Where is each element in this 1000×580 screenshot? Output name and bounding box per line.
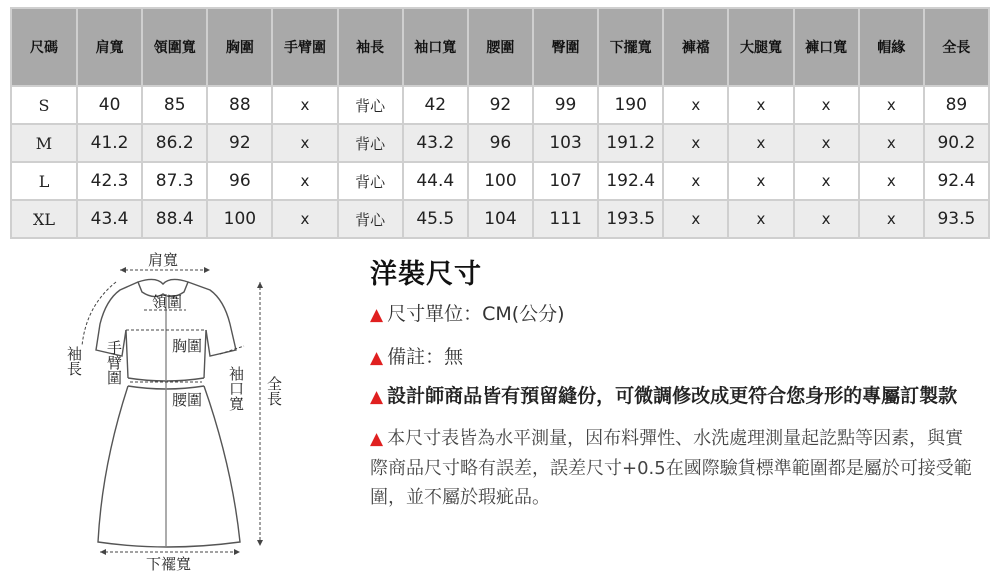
- diagram-label-neck: 領圍: [152, 293, 183, 311]
- table-cell: 92: [208, 125, 271, 161]
- table-cell: x: [729, 125, 792, 161]
- table-cell: 191.2: [599, 125, 662, 161]
- table-cell: x: [273, 125, 336, 161]
- table-cell: 111: [534, 201, 597, 237]
- table-cell: 192.4: [599, 163, 662, 199]
- column-header: 袖長: [339, 9, 402, 85]
- size-table-body: [12, 87, 988, 237]
- size-label: M: [12, 125, 76, 161]
- table-cell: 43.2: [404, 125, 467, 161]
- diagram-label-shoulder: 肩寬: [148, 251, 179, 269]
- table-cell: 背心: [339, 201, 402, 237]
- table-cell: 40: [78, 87, 141, 123]
- table-cell: x: [795, 163, 858, 199]
- diagram-label-waist: 腰圍: [172, 391, 203, 409]
- table-cell: 45.5: [404, 201, 467, 237]
- size-table: [10, 7, 990, 239]
- dress-diagram: [60, 246, 300, 580]
- unit-line: [370, 299, 980, 330]
- table-cell: 104: [469, 201, 532, 237]
- table-cell: x: [795, 87, 858, 123]
- column-header: 大腿寬: [729, 9, 792, 85]
- table-cell: x: [795, 125, 858, 161]
- size-label: XL: [12, 201, 76, 237]
- table-cell: 86.2: [143, 125, 206, 161]
- column-header: 帽緣: [860, 9, 923, 85]
- table-cell: 背心: [339, 163, 402, 199]
- table-cell: 96: [469, 125, 532, 161]
- triangle-icon: ▲: [370, 305, 384, 325]
- table-cell: 42.3: [78, 163, 141, 199]
- table-cell: x: [664, 201, 727, 237]
- table-cell: 43.4: [78, 201, 141, 237]
- designer-note: [370, 381, 980, 412]
- table-cell: 93.5: [925, 201, 988, 237]
- table-cell: 96: [208, 163, 271, 199]
- table-row: [12, 201, 988, 237]
- table-cell: x: [795, 201, 858, 237]
- table-cell: 90.2: [925, 125, 988, 161]
- table-cell: 89: [925, 87, 988, 123]
- table-cell: 88: [208, 87, 271, 123]
- column-header: 肩寬: [78, 9, 141, 85]
- table-cell: x: [860, 87, 923, 123]
- table-cell: 100: [469, 163, 532, 199]
- table-cell: x: [729, 201, 792, 237]
- column-header: 全長: [925, 9, 988, 85]
- size-info-panel: [370, 252, 980, 512]
- table-cell: 193.5: [599, 201, 662, 237]
- diagram-label-chest: 胸圍: [172, 337, 203, 355]
- column-header: 臀圍: [534, 9, 597, 85]
- triangle-icon: ▲: [370, 348, 384, 368]
- table-cell: 42: [404, 87, 467, 123]
- table-cell: 190: [599, 87, 662, 123]
- table-cell: x: [860, 201, 923, 237]
- column-header: 袖口寬: [404, 9, 467, 85]
- column-header: 褲襠: [664, 9, 727, 85]
- unit-text: 尺寸單位：CM(公分): [387, 303, 565, 325]
- tolerance-note: [370, 424, 980, 512]
- table-cell: 85: [143, 87, 206, 123]
- size-label: L: [12, 163, 76, 199]
- table-cell: x: [729, 87, 792, 123]
- diagram-label-arm: 手臂圍: [105, 340, 123, 385]
- tolerance-text: 本尺寸表皆為水平測量，因布料彈性、水洗處理測量起訖點等因素，與實際商品尺寸略有誤差，誤差尺寸+0.5在國際驗貨標準範圍都是屬於可接受範圍，並不屬於瑕疵品。: [370, 428, 972, 508]
- table-cell: 44.4: [404, 163, 467, 199]
- table-cell: 92.4: [925, 163, 988, 199]
- designer-note-text: 設計師商品皆有預留縫份，可微調修改成更符合您身形的專屬訂製款: [387, 385, 958, 407]
- column-header: 腰圍: [469, 9, 532, 85]
- diagram-label-total-length: 全長: [265, 376, 283, 406]
- triangle-icon: ▲: [370, 429, 384, 449]
- table-cell: 99: [534, 87, 597, 123]
- table-cell: x: [664, 87, 727, 123]
- column-header: 下擺寬: [599, 9, 662, 85]
- page-title: 洋裝尺寸: [370, 259, 482, 290]
- table-cell: x: [273, 201, 336, 237]
- table-cell: 92: [469, 87, 532, 123]
- table-row: [12, 125, 988, 161]
- column-header: 尺碼: [12, 9, 76, 85]
- table-cell: x: [664, 163, 727, 199]
- column-header: 胸圍: [208, 9, 271, 85]
- size-label: S: [12, 87, 76, 123]
- table-cell: 103: [534, 125, 597, 161]
- column-header: 領圍寬: [143, 9, 206, 85]
- table-cell: 107: [534, 163, 597, 199]
- table-cell: x: [664, 125, 727, 161]
- table-cell: x: [273, 163, 336, 199]
- note-line: [370, 342, 980, 373]
- diagram-label-hem: 下襬寬: [146, 555, 192, 573]
- table-row: [12, 87, 988, 123]
- table-cell: x: [729, 163, 792, 199]
- diagram-label-sleeve-length: 袖長: [65, 346, 83, 376]
- table-cell: x: [860, 163, 923, 199]
- table-cell: 41.2: [78, 125, 141, 161]
- table-cell: 背心: [339, 87, 402, 123]
- table-cell: 100: [208, 201, 271, 237]
- size-table-header: [12, 9, 988, 85]
- column-header: 褲口寬: [795, 9, 858, 85]
- table-cell: x: [860, 125, 923, 161]
- diagram-label-cuff: 袖口寬: [227, 366, 245, 411]
- triangle-icon: ▲: [370, 387, 384, 407]
- table-cell: x: [273, 87, 336, 123]
- table-cell: 88.4: [143, 201, 206, 237]
- note-text: 備註：無: [387, 346, 464, 368]
- table-cell: 87.3: [143, 163, 206, 199]
- table-row: [12, 163, 988, 199]
- column-header: 手臂圍: [273, 9, 336, 85]
- table-cell: 背心: [339, 125, 402, 161]
